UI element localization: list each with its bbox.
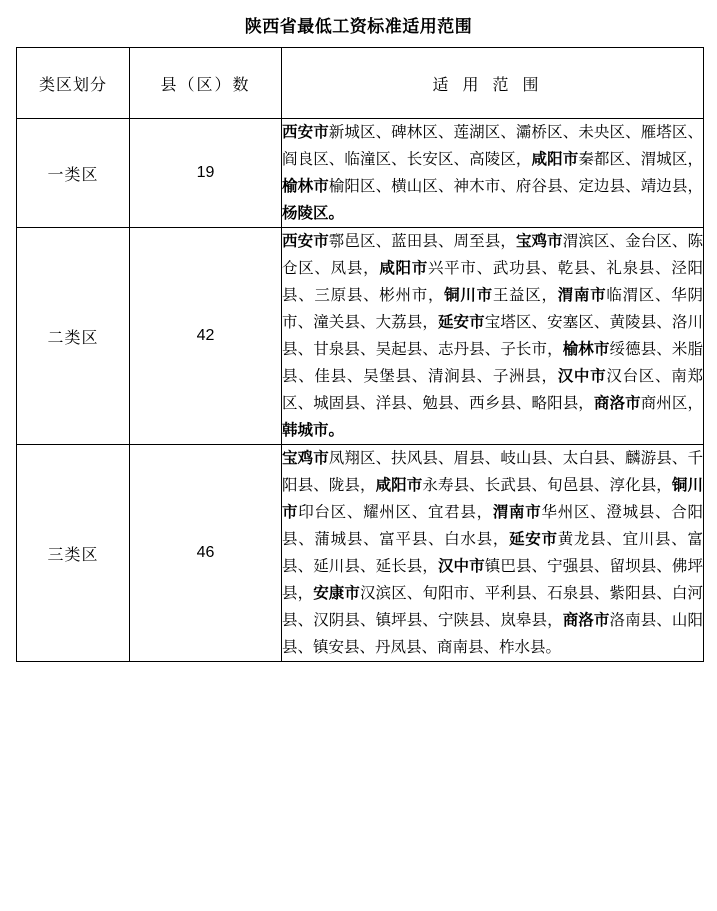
cell-count-class-3: 46 xyxy=(130,445,282,662)
table-header-row xyxy=(17,48,704,119)
table-header xyxy=(17,48,704,119)
column-header-category: 类区划分 xyxy=(17,48,130,119)
column-header-scope: 适用范围 xyxy=(282,48,704,119)
cell-count-class-1: 19 xyxy=(130,119,282,228)
cell-count-class-2: 42 xyxy=(130,228,282,445)
table-row xyxy=(17,119,704,228)
page-title: 陕西省最低工资标准适用范围 xyxy=(244,17,473,36)
minimum-wage-scope-table xyxy=(16,47,704,662)
cell-scope-class-2: 西安市鄠邑区、蓝田县、周至县，宝鸡市渭滨区、金台区、陈仓区、凤县，咸阳市兴平市、武功县、乾县、礼泉县、泾阳县、三原县、彬州市，铜川市王益区，渭南市临渭区、华阴市、潼关县、大荔县，延安市宝塔区、安塞区、黄陵县、洛川县、甘泉县、吴起县、志丹县、子长市，榆林市绥德县、米脂县、佳县、吴堡县、清涧县、子洲县，汉中市汉台区、南郑区、城固县、洋县、勉县、西乡县、略阳县，商洛市商州区，韩城市。 xyxy=(282,228,704,445)
cell-category-class-1: 一类区 xyxy=(17,119,130,228)
table-row xyxy=(17,445,704,662)
cell-scope-class-1: 西安市新城区、碑林区、莲湖区、灞桥区、未央区、雁塔区、阎良区、临潼区、长安区、高陵区，咸阳市秦都区、渭城区，榆林市榆阳区、横山区、神木市、府谷县、定边县、靖边县，杨陵区。 xyxy=(282,119,704,228)
cell-scope-class-3: 宝鸡市凤翔区、扶风县、眉县、岐山县、太白县、麟游县、千阳县、陇县，咸阳市永寿县、长武县、旬邑县、淳化县，铜川市印台区、耀州区、宜君县，渭南市华州区、澄城县、合阳县、蒲城县、富平县、白水县，延安市黄龙县、宜川县、富县、延川县、延长县，汉中市镇巴县、宁强县、留坝县、佛坪县，安康市汉滨区、旬阳市、平利县、石泉县、紫阳县、白河县、汉阴县、镇坪县、宁陕县、岚皋县，商洛市洛南县、山阳县、镇安县、丹凤县、商南县、柞水县。 xyxy=(282,445,704,662)
column-header-county-count: 县（区）数 xyxy=(130,48,282,119)
table-row xyxy=(17,228,704,445)
table-body xyxy=(17,119,704,662)
cell-category-class-2: 二类区 xyxy=(17,228,130,445)
cell-category-class-3: 三类区 xyxy=(17,445,130,662)
